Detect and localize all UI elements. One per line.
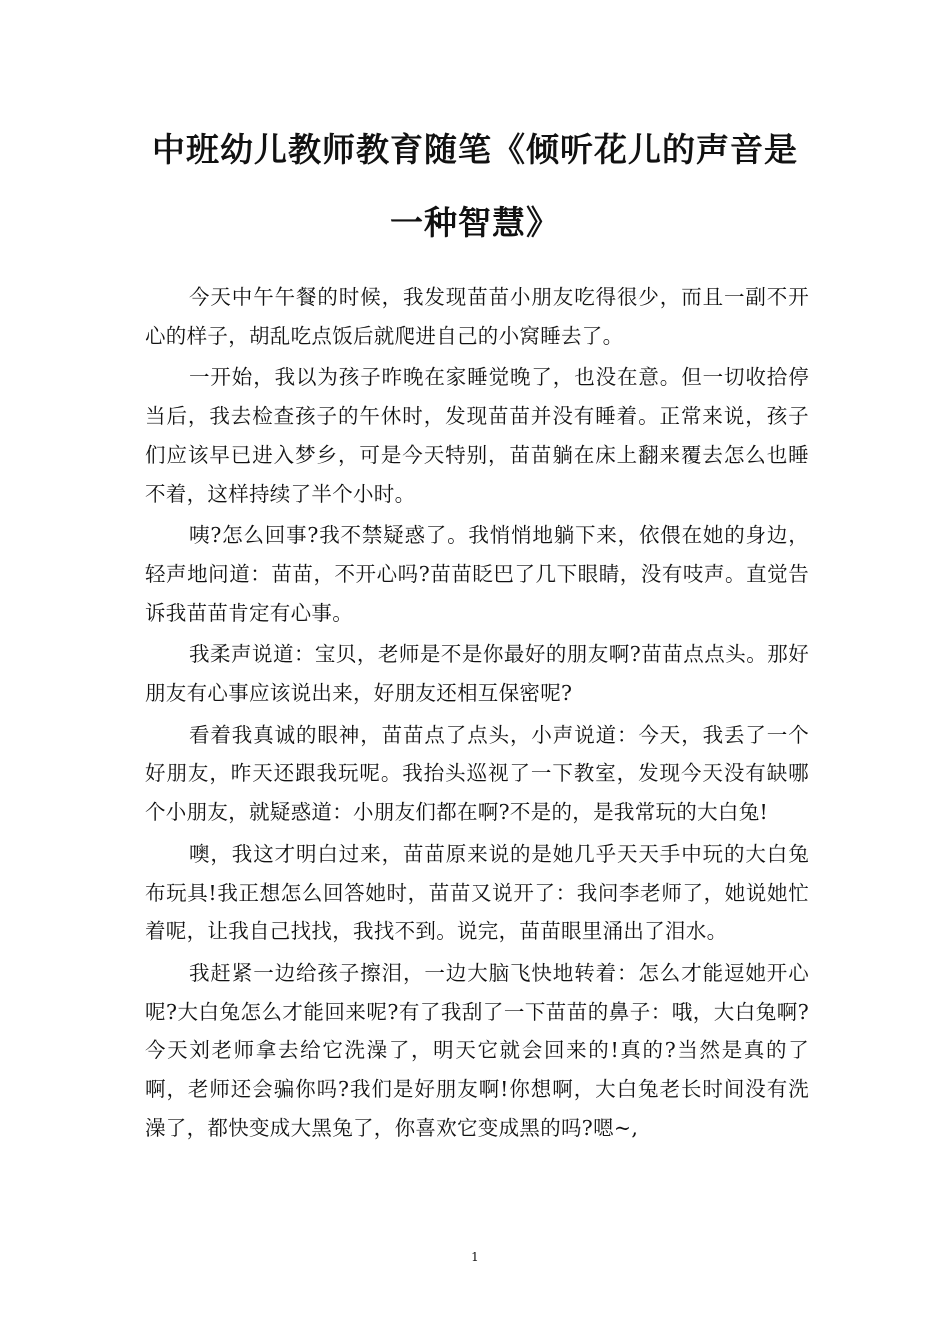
paragraph-6: 噢，我这才明白过来，苗苗原来说的是她几乎天天手中玩的大白兔布玩具!我正想怎么回答她时，苗苗又说开了：我问李老师了，她说她忙着呢，让我自己找找，我找不到。说完，苗苗眼里涌出了泪水。 [145,841,809,944]
page-number: 1 [471,1250,479,1264]
document-body [145,278,809,1150]
paragraph-7: 我赶紧一边给孩子擦泪，一边大脑飞快地转着：怎么才能逗她开心呢?大白兔怎么才能回来呢?有了我刮了一下苗苗的鼻子：哦，大白兔啊?今天刘老师拿去给它洗澡了，明天它就会回来的!真的?当然是真的了啊，老师还会骗你吗?我们是好朋友啊!你想啊，大白兔老长时间没有洗澡了，都快变成大黑兔了，你喜欢它变成黑的吗?嗯~, [145,960,809,1140]
document-title-line-2: 一种智慧》 [390,203,560,242]
paragraph-1: 今天中午午餐的时候，我发现苗苗小朋友吃得很少，而且一副不开心的样子，胡乱吃点饭后就爬进自己的小窝睡去了。 [145,285,809,348]
document-title-line-1: 中班幼儿教师教育随笔《倾听花儿的声音是 [152,130,798,169]
paragraph-2: 一开始，我以为孩子昨晚在家睡觉晚了，也没在意。但一切收拾停当后，我去检查孩子的午休时，发现苗苗并没有睡着。正常来说，孩子们应该早已进入梦乡，可是今天特别，苗苗躺在床上翻来覆去怎么也睡不着，这样持续了半个小时。 [145,365,809,506]
paragraph-3: 咦?怎么回事?我不禁疑惑了。我悄悄地躺下来，依偎在她的身边，轻声地问道：苗苗，不开心吗?苗苗眨巴了几下眼睛，没有吱声。直觉告诉我苗苗肯定有心事。 [145,523,809,625]
paragraph-5: 看着我真诚的眼神，苗苗点了点头，小声说道：今天，我丢了一个好朋友，昨天还跟我玩呢。我抬头巡视了一下教室，发现今天没有缺哪个小朋友，就疑惑道：小朋友们都在啊?不是的，是我常玩的大白兔! [145,722,809,825]
paragraph-4: 我柔声说道：宝贝，老师是不是你最好的朋友啊?苗苗点点头。那好朋友有心事应该说出来，好朋友还相互保密呢? [145,642,809,706]
